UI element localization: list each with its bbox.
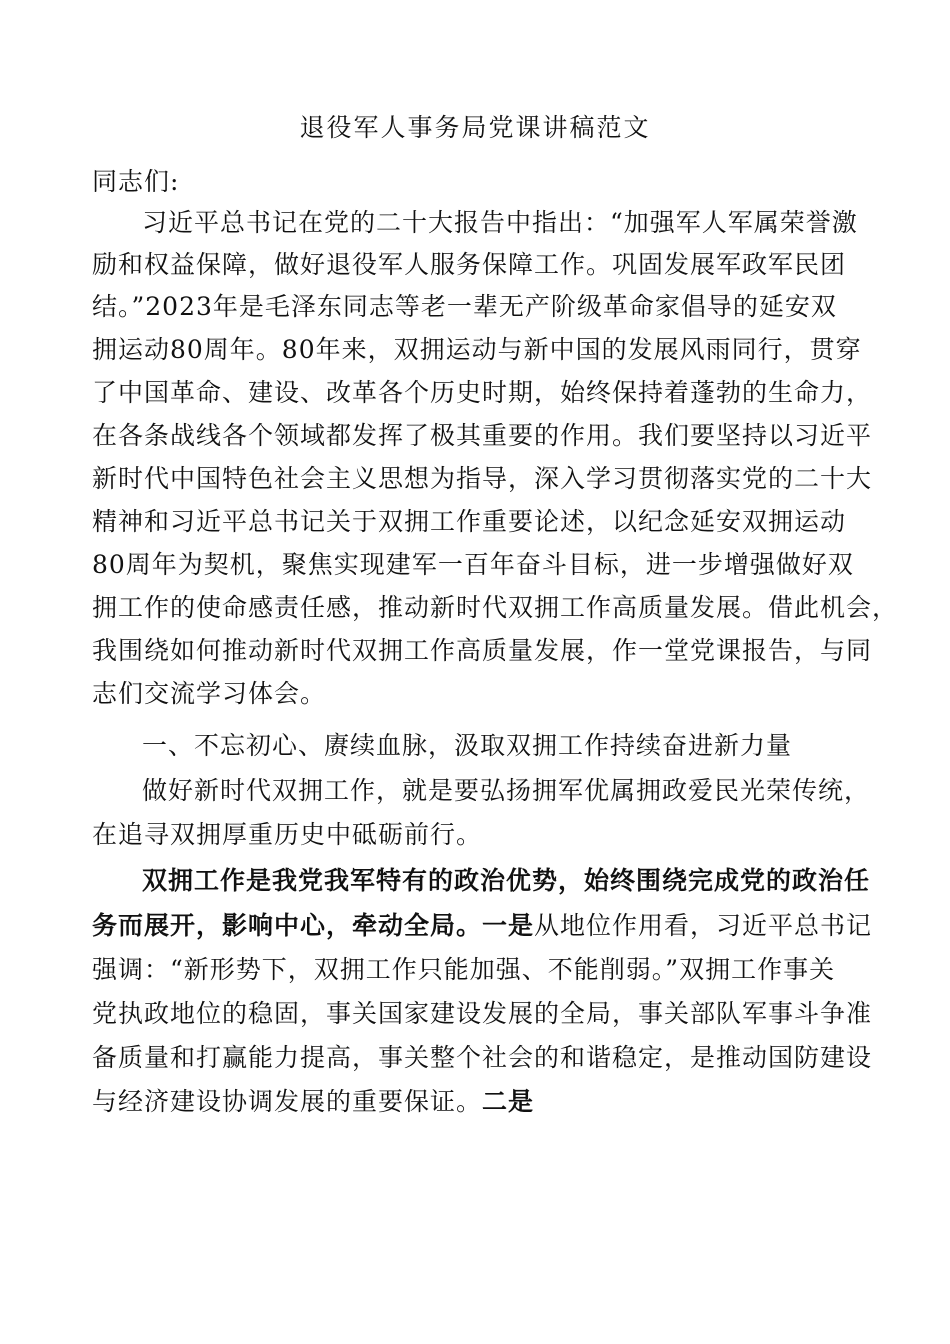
bold-lead-sentence: 双拥工作是我党我军特有的政治优势，始终围绕完成党的政治任 [142, 866, 871, 895]
paragraph-line [92, 1082, 862, 1122]
paragraph-line: 在各条战线各个领域都发挥了极其重要的作用。我们要坚持以习近平 [92, 421, 873, 450]
paragraph-line: 志们交流学习体会。 [92, 679, 327, 708]
paragraph-text: 从地位作用看，习近平总书记 [534, 911, 873, 940]
paragraph-line: 了中国革命、建设、改革各个历史时期，始终保持着蓬勃的生命力， [92, 378, 873, 407]
paragraph-line: 习近平总书记在党的二十大报告中指出：“加强军人军属荣誉激 [142, 208, 858, 237]
paragraph-line [92, 906, 873, 946]
paragraph-line: 做好新时代双拥工作，就是要弘扬拥军优属拥政爱民光荣传统， [142, 776, 871, 805]
paragraph-line: 结。”2023年是毛泽东同志等老一辈无产阶级革命家倡导的延安双 [92, 292, 837, 321]
bold-lead-sentence-end: 务而展开，影响中心，牵动全局。 [92, 911, 483, 940]
paragraph-line: 备质量和打赢能力提高，事关整个社会的和谐稳定，是推动国防建设 [92, 1043, 873, 1072]
paragraph-line: 拥运动80周年。80年来，双拥运动与新中国的发展风雨同行，贯穿 [92, 335, 862, 364]
paragraph-line: 我围绕如何推动新时代双拥工作高质量发展，作一堂党课报告，与同 [92, 636, 873, 665]
paragraph-line: 80周年为契机，聚焦实现建军一百年奋斗目标，进一步增强做好双 [92, 550, 854, 579]
paragraph-line: 精神和习近平总书记关于双拥工作重要论述，以纪念延安双拥运动 [92, 507, 847, 536]
paragraph-text: 与经济建设协调发展的重要保证。 [92, 1087, 483, 1116]
paragraph-line: 强调：“新形势下，双拥工作只能加强、不能削弱。”双拥工作事关 [92, 955, 836, 984]
paragraph-line: 励和权益保障，做好退役军人服务保障工作。巩固发展军政军民团 [92, 250, 847, 279]
paragraph-line: 党执政地位的稳固，事关国家建设发展的全局，事关部队军事斗争准 [92, 999, 873, 1028]
point-marker-one: 一是 [482, 911, 535, 940]
point-marker-two: 二是 [482, 1087, 535, 1116]
paragraph-line: 拥工作的使命感责任感，推动新时代双拥工作高质量发展。借此机会， [92, 593, 899, 622]
document-title: 退役军人事务局党课讲稿范文 [299, 113, 651, 142]
paragraph-line: 新时代中国特色社会主义思想为指导，深入学习贯彻落实党的二十大 [92, 464, 873, 493]
section-heading: 一、不忘初心、赓续血脉，汲取双拥工作持续奋进新力量 [142, 731, 793, 760]
salutation: 同志们: [92, 167, 180, 196]
paragraph-line: 在追寻双拥厚重历史中砥砺前行。 [92, 820, 483, 849]
